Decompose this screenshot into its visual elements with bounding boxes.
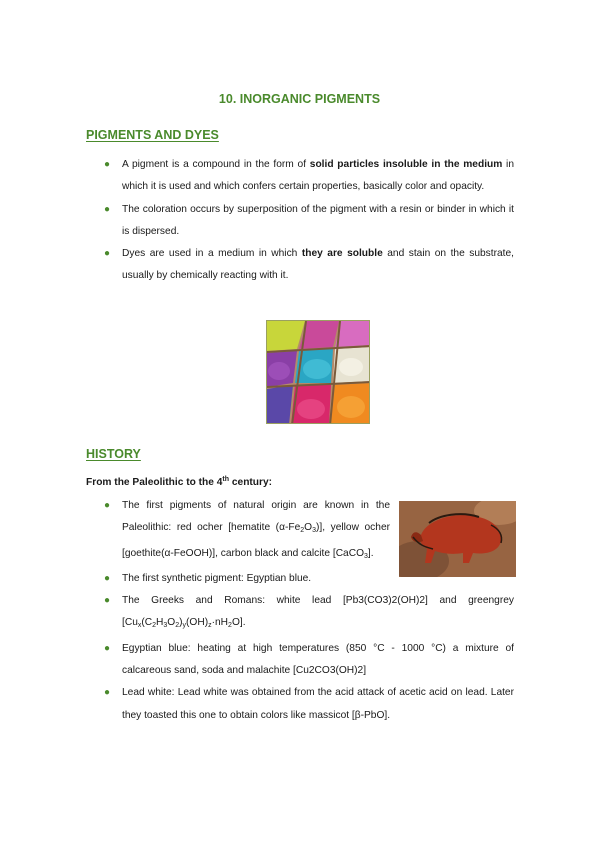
list-item: ● The first synthetic pigment: Egyptian blue. xyxy=(122,568,514,590)
section-heading-history: HISTORY xyxy=(86,447,141,461)
list-item: ● The Greeks and Romans: white lead [Pb3(CO3)2(OH)2] and greengrey $[Cu_x(C_2H_3O_2)_y(OH)_z\cdot nH_2O]$. xyxy=(122,590,514,638)
bullet-icon: ● xyxy=(104,203,111,215)
section-heading-pigments-dyes: PIGMENTS AND DYES xyxy=(86,128,219,142)
bullet-icon: ● xyxy=(104,595,111,607)
pigment-powders-image xyxy=(266,320,370,424)
page-title: 10. INORGANIC PIGMENTS xyxy=(218,92,381,106)
list-item: ● The first pigments of natural origin are known in the Paleolithic: red ocher [hematite $(\alpha-Fe_2O_3)$], yellow ocher [goethite(α-FeOOH)], carbon black and calcite [CaCO$_3$]. xyxy=(122,495,390,568)
list-item: ● Dyes are used in a medium in which they are soluble and stain on the substrate, usually by chemically reacting with it. xyxy=(122,243,514,288)
bullet-icon: ● xyxy=(104,159,111,170)
history-list xyxy=(0,495,599,727)
list-item: ● The coloration occurs by superposition of the pigment with a resin or binder in which it is dispersed. xyxy=(122,199,514,244)
list-item: ● A pigment is a compound in the form of solid particles insoluble in the medium in which it is used and which confers certain properties, basically color and opacity. xyxy=(122,154,514,199)
bullet-icon: ● xyxy=(104,572,111,584)
bullet-icon: ● xyxy=(104,642,111,654)
list-item: ● Lead white: Lead white was obtained from the acid attack of acetic acid on lead. Later they toasted this one to obtain colors like massicot [β-PbO]. xyxy=(122,682,514,727)
list-item: ● Egyptian blue: heating at high temperatures (850 °C - 1000 °C) a mixture of calcareous sand, soda and malachite [Cu2CO3(OH)2] xyxy=(122,638,514,683)
history-subtitle: From the Paleolithic to the 4th century: xyxy=(86,476,273,488)
pigments-dyes-list xyxy=(0,154,599,288)
bullet-icon: ● xyxy=(104,687,111,699)
bullet-icon: ● xyxy=(104,500,111,511)
bullet-icon: ● xyxy=(104,248,111,260)
